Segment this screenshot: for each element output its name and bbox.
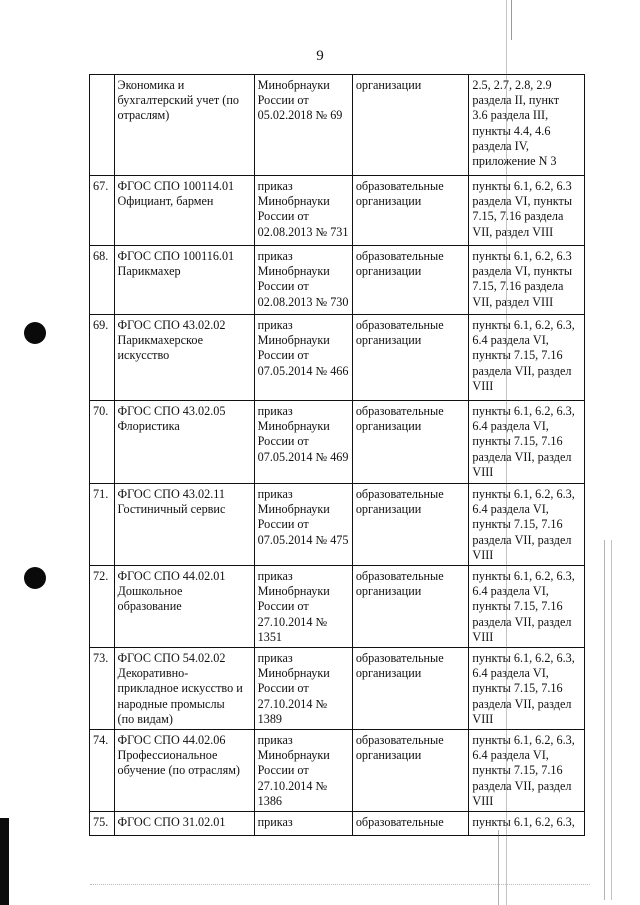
row-number: 68. [90,246,115,315]
table-row [90,401,585,484]
standard-cell: ФГОС СПО 100114.01 Официант, бармен [114,176,254,246]
standard-cell: ФГОС СПО 54.02.02 Декоративно- прикладное искусство и народные промыслы (по видам) [114,648,254,730]
scan-edge-mark [0,818,9,905]
points-cell: пункты 6.1, 6.2, 6.3, [469,812,585,836]
standard-cell: ФГОС СПО 31.02.01 [114,812,254,836]
standard-cell: Экономика и бухгалтерский учет (по отраслям) [114,75,254,176]
scan-line [498,830,499,905]
points-cell: пункты 6.1, 6.2, 6.3, 6.4 раздела VI, пункты 7.15, 7.16 раздела VII, раздел VIII [469,648,585,730]
standard-cell: ФГОС СПО 43.02.11 Гостиничный сервис [114,484,254,566]
organizations-cell: образовательные организации [352,246,469,315]
standard-cell: ФГОС СПО 43.02.05 Флористика [114,401,254,484]
table-row [90,315,585,401]
organizations-cell: образовательные организации [352,730,469,812]
organizations-cell: образовательные организации [352,648,469,730]
table-row [90,75,585,176]
order-cell: приказ Минобрнауки России от 07.05.2014 № 466 [254,315,352,401]
points-cell: пункты 6.1, 6.2, 6.3, 6.4 раздела VI, пункты 7.15, 7.16 раздела VII, раздел VIII [469,484,585,566]
scan-line [506,0,507,905]
organizations-cell: образовательные организации [352,315,469,401]
row-number: 72. [90,566,115,648]
order-cell: приказ Минобрнауки России от 07.05.2014 № 469 [254,401,352,484]
order-cell: приказ [254,812,352,836]
points-cell: пункты 6.1, 6.2, 6.3, 6.4 раздела VI, пункты 7.15, 7.16 раздела VII, раздел VIII [469,566,585,648]
table-row [90,484,585,566]
scan-line [604,540,605,900]
points-cell: пункты 6.1, 6.2, 6.3, 6.4 раздела VI, пункты 7.15, 7.16 раздела VII, раздел VIII [469,401,585,484]
scan-line [611,540,612,900]
scan-line [511,0,512,40]
points-cell: пункты 6.1, 6.2, 6.3 раздела VI, пункты 7.15, 7.16 раздела VII, раздел VIII [469,246,585,315]
standard-cell: ФГОС СПО 43.02.02 Парикмахерское искусство [114,315,254,401]
page-number: 9 [316,48,324,64]
points-cell: пункты 6.1, 6.2, 6.3 раздела VI, пункты 7.15, 7.16 раздела VII, раздел VIII [469,176,585,246]
table-row [90,730,585,812]
standard-cell: ФГОС СПО 44.02.06 Профессиональное обучение (по отраслям) [114,730,254,812]
scan-dotted-line [90,884,590,885]
table-row [90,566,585,648]
row-number: 73. [90,648,115,730]
row-number: 69. [90,315,115,401]
punch-hole [24,322,46,344]
table-row [90,246,585,315]
row-number: 67. [90,176,115,246]
organizations-cell: организации [352,75,469,176]
organizations-cell: образовательные [352,812,469,836]
standard-cell: ФГОС СПО 100116.01 Парикмахер [114,246,254,315]
table-row [90,176,585,246]
row-number: 75. [90,812,115,836]
table-row [90,812,585,836]
order-cell: приказ Минобрнауки России от 27.10.2014 № 1386 [254,730,352,812]
organizations-cell: образовательные организации [352,401,469,484]
order-cell: приказ Минобрнауки России от 02.08.2013 № 731 [254,176,352,246]
table-row [90,648,585,730]
organizations-cell: образовательные организации [352,484,469,566]
organizations-cell: образовательные организации [352,176,469,246]
order-cell: приказ Минобрнауки России от 02.08.2013 № 730 [254,246,352,315]
points-cell: 2.5, 2.7, 2.8, 2.9 раздела II, пункт 3.6 раздела III, пункты 4.4, 4.6 раздела IV, приложение N 3 [469,75,585,176]
order-cell: приказ Минобрнауки России от 27.10.2014 № 1389 [254,648,352,730]
organizations-cell: образовательные организации [352,566,469,648]
order-cell: приказ Минобрнауки России от 07.05.2014 № 475 [254,484,352,566]
row-number: 70. [90,401,115,484]
punch-hole [24,567,46,589]
row-number: 71. [90,484,115,566]
points-cell: пункты 6.1, 6.2, 6.3, 6.4 раздела VI, пункты 7.15, 7.16 раздела VII, раздел VIII [469,315,585,401]
order-cell: Минобрнауки России от 05.02.2018 № 69 [254,75,352,176]
row-number [90,75,115,176]
row-number: 74. [90,730,115,812]
standard-cell: ФГОС СПО 44.02.01 Дошкольное образование [114,566,254,648]
regulation-table [89,74,585,836]
points-cell: пункты 6.1, 6.2, 6.3, 6.4 раздела VI, пункты 7.15, 7.16 раздела VII, раздел VIII [469,730,585,812]
order-cell: приказ Минобрнауки России от 27.10.2014 № 1351 [254,566,352,648]
